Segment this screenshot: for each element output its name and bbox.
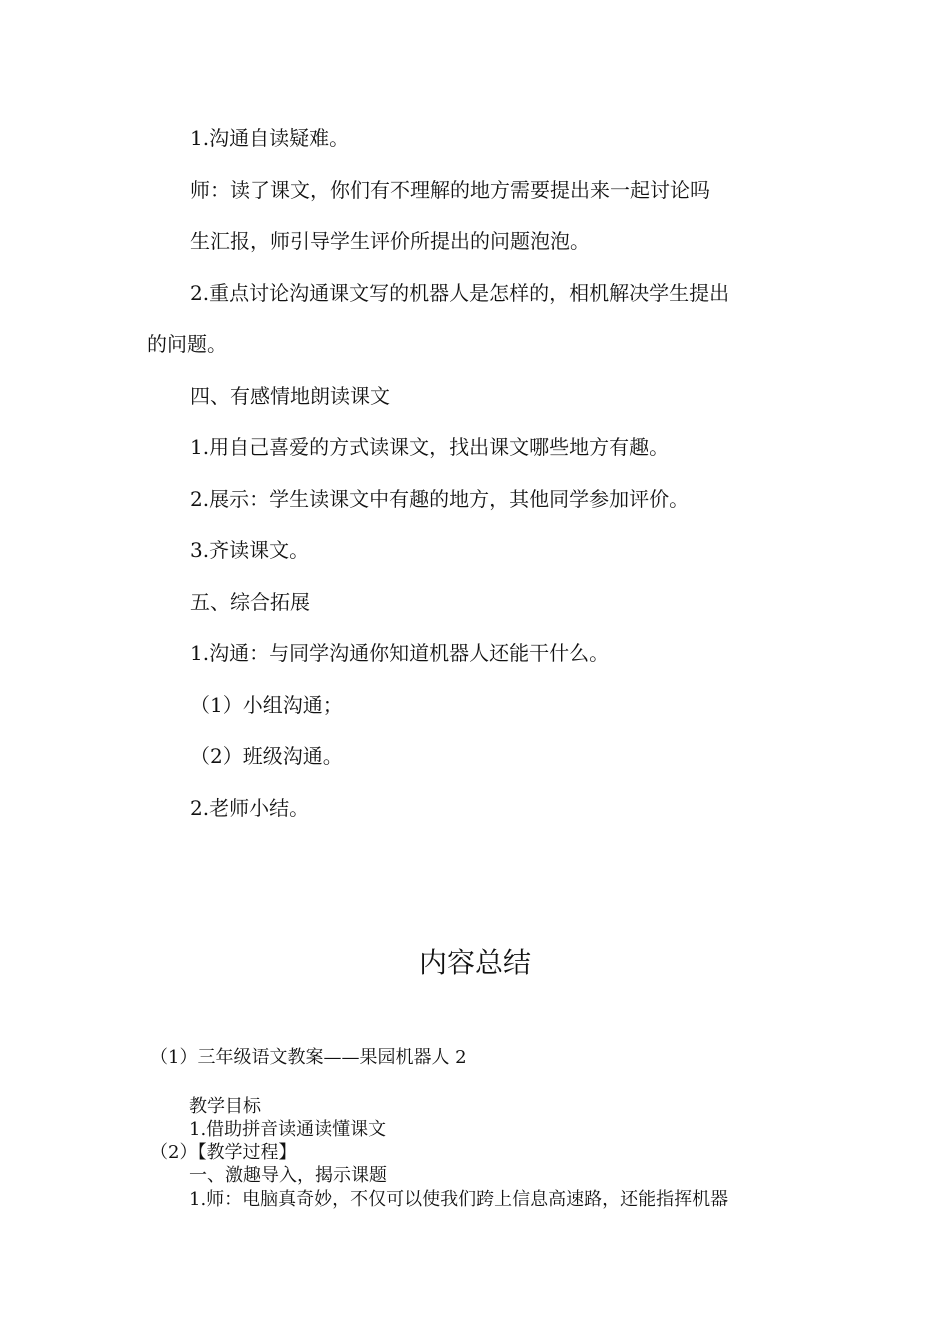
section-heading: 四、有感情地朗读课文	[190, 384, 390, 408]
paragraph-line: 3.齐读课文。	[190, 538, 310, 562]
paragraph-line: 生汇报，师引导学生评价所提出的问题泡泡。	[190, 229, 590, 253]
summary-line: 1.借助拼音读通读懂课文	[189, 1119, 387, 1140]
summary-line: （1）三年级语文教案——果园机器人 2	[150, 1047, 467, 1068]
summary-line: （2）【教学过程】	[150, 1142, 297, 1163]
paragraph-line: 2.老师小结。	[190, 796, 310, 820]
summary-line: 1.师：电脑真奇妙，不仅可以使我们跨上信息高速路，还能指挥机器	[189, 1189, 729, 1210]
summary-line: 一、激趣导入，揭示课题	[189, 1165, 387, 1186]
summary-title: 内容总结	[418, 946, 531, 979]
paragraph-line: 师：读了课文，你们有不理解的地方需要提出来一起讨论吗	[190, 178, 710, 202]
section-heading: 五、综合拓展	[190, 590, 310, 614]
list-item: （1）小组沟通；	[190, 693, 343, 717]
summary-line: 教学目标	[189, 1096, 261, 1117]
paragraph-line: 1.用自己喜爱的方式读课文，找出课文哪些地方有趣。	[190, 435, 670, 459]
list-item: （2）班级沟通。	[190, 744, 343, 768]
paragraph-line: 2.展示：学生读课文中有趣的地方，其他同学参加评价。	[190, 487, 690, 511]
paragraph-line: 2.重点讨论沟通课文写的机器人是怎样的，相机解决学生提出	[190, 281, 730, 305]
paragraph-line: 1.沟通：与同学沟通你知道机器人还能干什么。	[190, 641, 610, 665]
paragraph-line: 1.沟通自读疑难。	[190, 126, 350, 150]
paragraph-line: 的问题。	[147, 332, 227, 356]
